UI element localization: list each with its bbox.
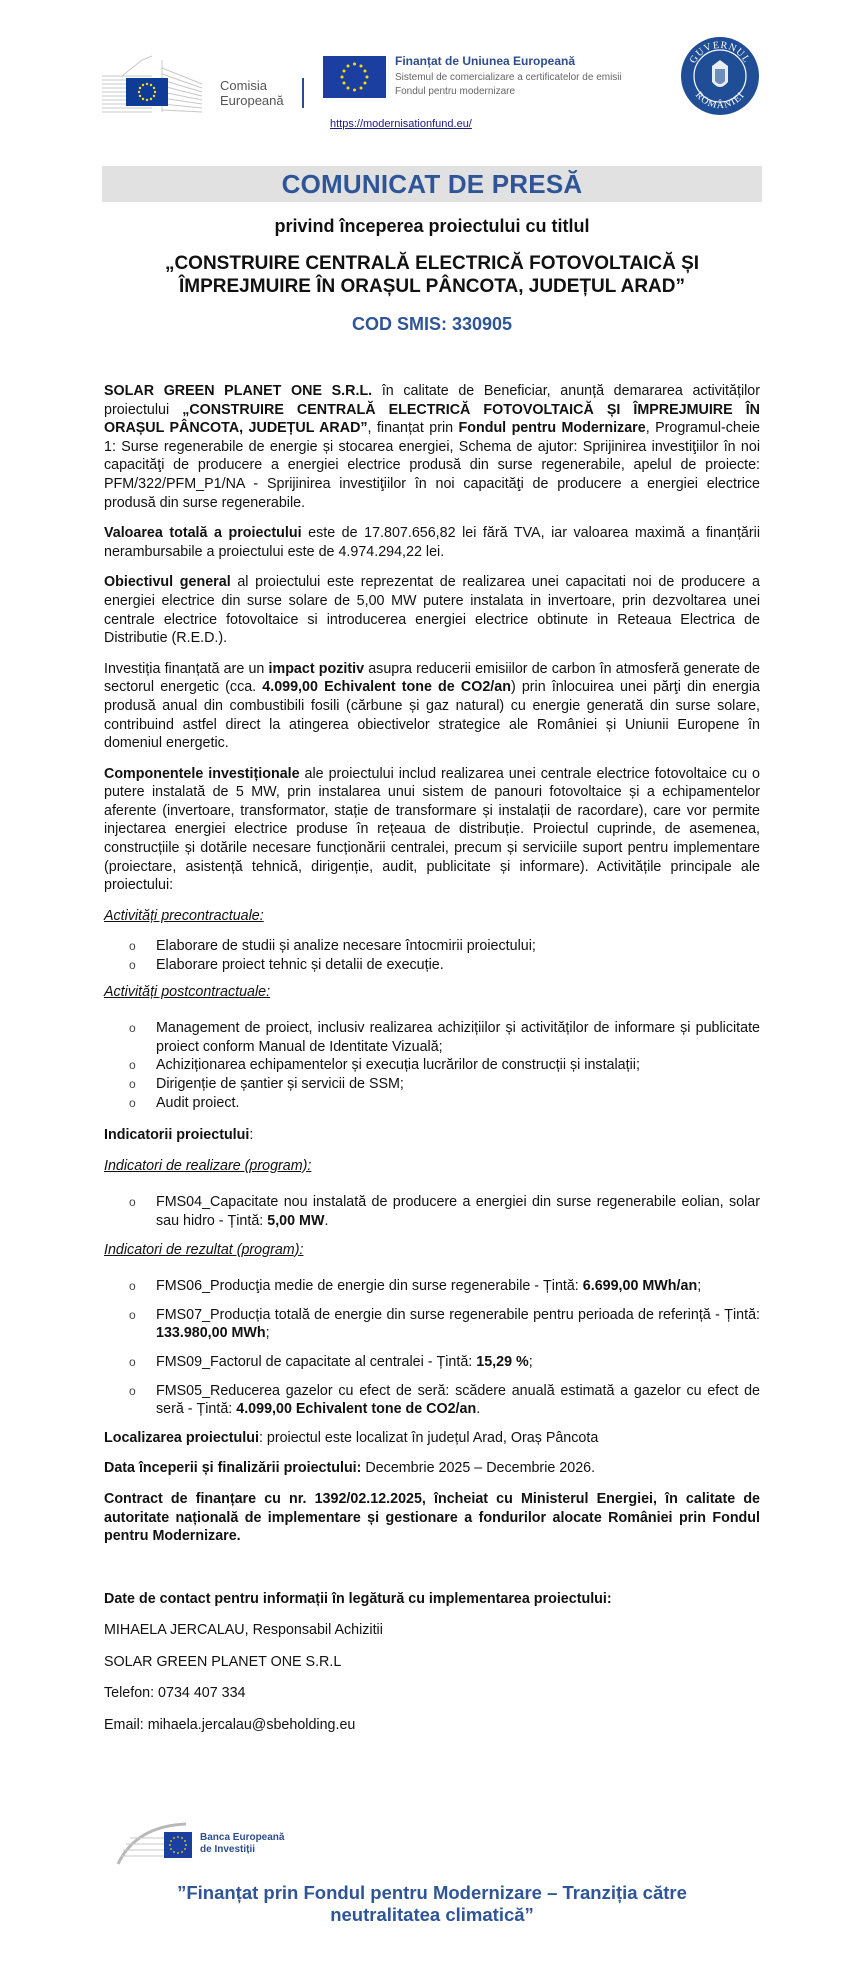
project-name: „CONSTRUIRE CENTRALĂ ELECTRICĂ FOTOVOLTAICĂ ȘI ÎMPREJMUIRE ÎN ORAȘUL PÂNCOTA, JUDEȚUL ARAD” (104, 401, 760, 437)
list-item (156, 1193, 760, 1230)
romanian-government-seal (680, 36, 760, 116)
subtitle: privind începerea proiectului cu titlul (274, 216, 590, 236)
indicator-text: FMS06_Producţia medie de energie din surse regenerabile - Țintă: (156, 1278, 583, 1295)
indicators-heading-suffix: : (249, 1127, 254, 1144)
indicator-text: FMS09_Factorul de capacitate al centralei - Țintă: (156, 1353, 477, 1370)
components-text: ale proiectului includ realizarea unei centrale electrice fotovoltaice cu o putere instalată de 5 MW, prin instalarea unui sistem de panouri fotovoltaice și a echipamentelor aferente (invertoare, transformator, stație de transformare și instalații de racordare), care vor permite injectarea energiei electrice produse în rețeaua de distribuție. Proiectul cuprinde, de asemenea, construcțiile și dotările necesare funcționării centralei, precum și serviciile suport pentru implementare (proiectare, asistență tehnică, dirigenție, audit, publicitate și informare). Activitățile principale ale proiectului: (104, 765, 760, 894)
eib-text-line-2: de Investiții (200, 1844, 256, 1855)
dates-paragraph (104, 1459, 760, 1478)
project-title-line-1: „CONSTRUIRE CENTRALĂ ELECTRICĂ FOTOVOLTAICĂ ȘI (164, 253, 700, 274)
indicator-text: FMS04_Capacitate nou instalată de producere a energiei din surse regenerabile eolian, solar sau hidro - Țintă: (156, 1194, 760, 1229)
list-item: o Elaborare proiect tehnic și detalii de execuție. (156, 956, 760, 975)
funded-by-eu-logo (323, 54, 653, 104)
components-label: Componentele investiționale (104, 765, 300, 782)
indicator-end: ; (528, 1353, 533, 1370)
indicators-heading (104, 1126, 760, 1145)
contact-email[interactable]: Email: mihaela.jercalau@sbeholding.eu (104, 1717, 356, 1734)
list-item (156, 1382, 760, 1419)
ec-logo-text (220, 78, 284, 108)
modernisation-fund-link[interactable]: https://modernisationfund.eu/ (330, 118, 472, 130)
precontract-list (104, 937, 760, 974)
european-commission-logo (102, 54, 310, 114)
impact-bold-1: impact pozitiv (268, 660, 365, 677)
beneficiary-name: SOLAR GREEN PLANET ONE S.R.L. (104, 383, 373, 399)
contact-phone: Telefon: 0734 407 334 (104, 1685, 246, 1702)
impact-paragraph (104, 660, 760, 753)
precontract-heading: Activități precontractuale: (104, 907, 264, 924)
intro-text-2: , finanțat prin (367, 420, 459, 437)
eib-text-line-1: Banca Europeană (200, 1832, 285, 1843)
intro-paragraph (104, 382, 760, 512)
list-item (156, 1353, 760, 1372)
eib-logo (116, 1818, 306, 1866)
result-heading: Indicatori de rezultat (program): (104, 1241, 304, 1258)
contact-company: SOLAR GREEN PLANET ONE S.R.L (104, 1653, 342, 1670)
header-logos (102, 36, 762, 132)
eib-logo-text (200, 1832, 284, 1856)
indicator-target: 5,00 MW (267, 1212, 325, 1229)
impact-bold-2: 4.099,00 Echivalent tone de CO2/an (262, 679, 511, 696)
objective-label: Obiectivul general (104, 574, 231, 591)
ec-text-line-2: Europeană (220, 93, 284, 108)
list-item: o Achiziționarea echipamentelor și execuția lucrărilor de construcții și instalații; (156, 1056, 760, 1075)
objective-text: al proiectului este reprezentat de realizarea unei capacitati noi de producere a energiei electrice din surse solare de 5,00 MW putere instalata in invertoare, prin dezvoltarea unei centrale electrice fotovoltaice si introducerea energiei electrice obtinute in Reteaua Electrica de Distributie (R.E.D.). (104, 574, 760, 647)
svg-text:ROMÂNIEI: ROMÂNIEI (692, 89, 748, 112)
list-item (156, 1306, 760, 1343)
list-item (156, 1277, 760, 1296)
intro-text-1: în calitate de Beneficiar, anunță demararea activităților proiectului (104, 383, 761, 418)
indicator-target: 4.099,00 Echivalent tone de CO2/an (236, 1401, 477, 1418)
list-item: o Dirigenție de șantier și servicii de SSM; (156, 1075, 760, 1094)
intro-text-3: , Programul-cheie 1: Surse regenerabile de energie și stocarea energiei, Schema de ajutor: Sprijinirea investiţiilor în noi capacităţi de producere a energiei electrice produsă din surse regenerabile, apelul de proiecte: PFM/322/PFM_P1/NA - Sprijinirea investiţiilor în noi capacităţi de producere a energiei electrice produsă din surse regenerabile. (104, 420, 760, 511)
title-bar (102, 166, 762, 202)
value-label: Valoarea totală a proiectului (104, 525, 302, 542)
indicator-text: FMS07_Producția totală de energie din surse regenerabile pentru perioada de referință - Țintă: (156, 1306, 760, 1323)
impact-text-2: asupra reducerii emisiilor de carbon în atmosferă generate de sectorul energetic (cca. (104, 660, 760, 696)
realization-heading: Indicatori de realizare (program): (104, 1157, 312, 1174)
indicator-target: 133.980,00 MWh (156, 1325, 266, 1342)
eu-logo-sub-2: Fondul pentru modernizare (395, 86, 516, 97)
smis-code: COD SMIS: 330905 (351, 314, 513, 334)
project-title-line-2: ÎMPREJMUIRE ÎN ORAȘUL PÂNCOTA, JUDEȚUL ARAD” (179, 276, 685, 297)
indicator-end: . (476, 1401, 481, 1418)
indicator-text: FMS05_Reducerea gazelor cu efect de seră: scădere anuală estimată a gazelor cu efect de seră - Țintă: (156, 1382, 760, 1418)
indicators-heading-text: Indicatorii proiectului (104, 1127, 250, 1144)
eu-flag-icon (126, 78, 168, 106)
location-paragraph (104, 1429, 760, 1448)
list-item: o Audit proiect. (156, 1094, 760, 1113)
postcontract-heading: Activități postcontractuale: (104, 983, 271, 1000)
objective-paragraph (104, 573, 760, 647)
page-title: COMUNICAT DE PRESĂ (281, 169, 583, 199)
eu-logo-title: Finanțat de Uniunea Europeană (395, 54, 576, 68)
fund-name: Fondul pentru Modernizare (458, 420, 646, 437)
contact-heading-text: Date de contact pentru informații în legătură cu implementarea proiectului: (104, 1590, 612, 1607)
list-item: o Management de proiect, inclusiv realizarea achizițiilor și activităților de informare și publicitate proiect conform Manual de Identitate Vizuală; (156, 1019, 760, 1056)
contact-section (104, 1590, 760, 1735)
eu-flag-icon (164, 1832, 192, 1858)
realization-list (104, 1193, 760, 1230)
contact-heading (104, 1590, 760, 1609)
ec-text-line-1: Comisia (220, 78, 267, 93)
contact-name: MIHAELA JERCALAU, Responsabil Achizitii (104, 1622, 383, 1639)
value-text: este de 17.807.656,82 lei fără TVA, iar valoarea maximă a finanțării nerambursabile a proiectului este de 4.974.294,22 lei. (104, 525, 760, 560)
value-paragraph (104, 524, 760, 561)
indicator-end: . (324, 1212, 329, 1229)
components-paragraph (104, 765, 760, 895)
footer-quote (102, 1882, 762, 1926)
dates-label: Data începerii și finalizării proiectului: (104, 1460, 362, 1477)
dates-text: Decembrie 2025 – Decembrie 2026. (361, 1460, 596, 1477)
contract-text: Contract de finanțare cu nr. 1392/02.12.2025, încheiat cu Ministerul Energiei, în calitate de autoritate națională de implementare și gestionare a fondurilor alocate României prin Fondul pentru Modernizare. (104, 1490, 760, 1545)
list-item: o Elaborare de studii și analize necesare întocmirii proiectului; (156, 937, 760, 956)
impact-text-1: Investiția finanțată are un (104, 660, 269, 677)
contract-paragraph (104, 1490, 760, 1546)
eu-logo-subtitle (395, 71, 622, 99)
footer-quote-line-2: neutralitatea climatică” (330, 1904, 534, 1925)
gov-seal-icon (680, 36, 760, 116)
eu-logo-sub-1: Sistemul de comercializare a certificatelor de emisii (395, 72, 622, 83)
footer-quote-line-1: ”Finanțat prin Fondul pentru Modernizare – Tranziția către (177, 1882, 687, 1903)
indicator-target: 15,29 % (476, 1353, 529, 1370)
ec-divider (302, 78, 304, 108)
project-title (102, 252, 762, 298)
eu-flag-icon (323, 56, 386, 98)
document-body (104, 382, 760, 1748)
impact-text-3: ) prin înlocuirea unei părţi din energia produsă anual din combustibili fosili (cărbune și gaz natural) cu energie generată din surse solare, contribuind astfel direct la atingerea obiectivelor strategice ale României și Uniunii Europene în domeniul energetic. (104, 679, 760, 752)
result-list (104, 1277, 760, 1419)
indicator-end: ; (265, 1325, 270, 1342)
location-text: : proiectul este localizat în județul Arad, Oraș Pâncota (258, 1429, 599, 1446)
indicator-target: 6.699,00 MWh/an (582, 1278, 698, 1295)
svg-text:GUVERNUL: GUVERNUL (687, 39, 753, 66)
postcontract-list (104, 1019, 760, 1112)
indicator-end: ; (697, 1278, 702, 1295)
location-label: Localizarea proiectului (104, 1429, 259, 1446)
